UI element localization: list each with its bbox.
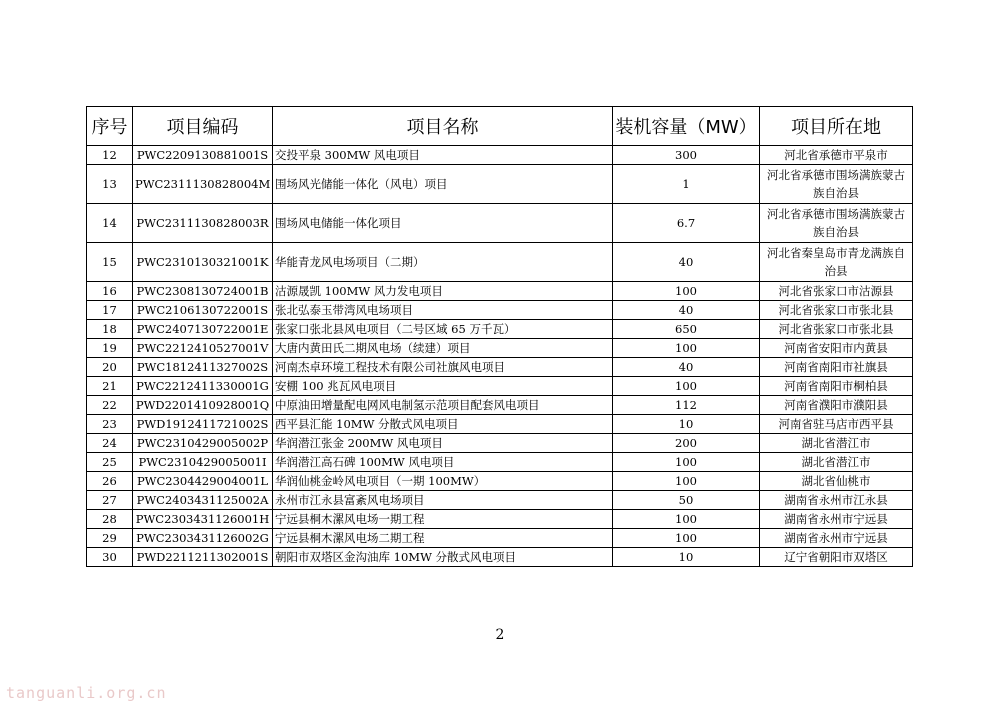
table-row xyxy=(87,548,913,567)
cell-no: 20 xyxy=(87,358,133,377)
cell-name: 安棚 100 兆瓦风电项目 xyxy=(273,377,613,396)
cell-name: 华润潜江张金 200MW 风电项目 xyxy=(273,434,613,453)
cell-code: PWC2303431126001H xyxy=(133,510,273,529)
table-row xyxy=(87,339,913,358)
cell-location: 湖北省仙桃市 xyxy=(760,472,913,491)
cell-code: PWC2209130881001S xyxy=(133,146,273,165)
cell-name: 围场风电储能一体化项目 xyxy=(273,204,613,243)
table-row xyxy=(87,491,913,510)
cell-code: PWC2407130722001E xyxy=(133,320,273,339)
cell-name: 永州市江永县富紊风电场项目 xyxy=(273,491,613,510)
cell-location: 湖北省潜江市 xyxy=(760,434,913,453)
cell-location: 河南省南阳市社旗县 xyxy=(760,358,913,377)
cell-capacity: 6.7 xyxy=(613,204,760,243)
cell-no: 24 xyxy=(87,434,133,453)
cell-capacity: 200 xyxy=(613,434,760,453)
header-code: 项目编码 xyxy=(133,107,273,146)
cell-location: 河南省驻马店市西平县 xyxy=(760,415,913,434)
cell-name: 张北弘泰玉带湾风电场项目 xyxy=(273,301,613,320)
cell-name: 华润仙桃金岭风电项目（一期 100MW） xyxy=(273,472,613,491)
cell-code: PWC2212411330001G xyxy=(133,377,273,396)
cell-location: 湖南省永州市宁远县 xyxy=(760,529,913,548)
cell-capacity: 100 xyxy=(613,472,760,491)
cell-code: PWD2201410928001Q xyxy=(133,396,273,415)
cell-no: 13 xyxy=(87,165,133,204)
cell-code: PWC2311130828003R xyxy=(133,204,273,243)
table-row xyxy=(87,434,913,453)
cell-location: 湖北省潜江市 xyxy=(760,453,913,472)
project-table xyxy=(86,106,913,567)
cell-no: 29 xyxy=(87,529,133,548)
cell-code: PWC2311130828004M xyxy=(133,165,273,204)
cell-location: 河北省张家口市沽源县 xyxy=(760,282,913,301)
cell-code: PWC2403431125002A xyxy=(133,491,273,510)
table-row xyxy=(87,320,913,339)
cell-name: 围场风光储能一体化（风电）项目 xyxy=(273,165,613,204)
cell-code: PWC2310130321001K xyxy=(133,243,273,282)
cell-name: 宁远县桐木漯风电场二期工程 xyxy=(273,529,613,548)
cell-capacity: 100 xyxy=(613,339,760,358)
cell-code: PWC2212410527001V xyxy=(133,339,273,358)
table-row xyxy=(87,146,913,165)
cell-capacity: 100 xyxy=(613,453,760,472)
cell-code: PWC2304429004001L xyxy=(133,472,273,491)
cell-location: 河北省承德市围场满族蒙古族自治县 xyxy=(760,204,913,243)
cell-name: 华能青龙风电场项目（二期） xyxy=(273,243,613,282)
header-location: 项目所在地 xyxy=(760,107,913,146)
cell-name: 河南杰卓环境工程技术有限公司社旗风电项目 xyxy=(273,358,613,377)
cell-name: 华润潜江高石碑 100MW 风电项目 xyxy=(273,453,613,472)
cell-code: PWC2303431126002G xyxy=(133,529,273,548)
table-body xyxy=(87,146,913,567)
cell-no: 28 xyxy=(87,510,133,529)
cell-location: 河南省南阳市桐柏县 xyxy=(760,377,913,396)
cell-no: 15 xyxy=(87,243,133,282)
table-row xyxy=(87,396,913,415)
cell-capacity: 40 xyxy=(613,358,760,377)
cell-capacity: 40 xyxy=(613,243,760,282)
cell-code: PWC2106130722001S xyxy=(133,301,273,320)
cell-no: 12 xyxy=(87,146,133,165)
cell-capacity: 100 xyxy=(613,529,760,548)
cell-code: PWC2310429005002P xyxy=(133,434,273,453)
header-row xyxy=(87,107,913,146)
cell-location: 湖南省永州市宁远县 xyxy=(760,510,913,529)
table-row xyxy=(87,377,913,396)
cell-name: 大唐内黄田氏二期风电场（续建）项目 xyxy=(273,339,613,358)
cell-capacity: 300 xyxy=(613,146,760,165)
cell-no: 26 xyxy=(87,472,133,491)
watermark: tanguanli.org.cn xyxy=(6,684,167,702)
cell-no: 16 xyxy=(87,282,133,301)
cell-capacity: 50 xyxy=(613,491,760,510)
cell-no: 30 xyxy=(87,548,133,567)
cell-location: 河北省秦皇岛市青龙满族自治县 xyxy=(760,243,913,282)
cell-code: PWD2211211302001S xyxy=(133,548,273,567)
cell-capacity: 1 xyxy=(613,165,760,204)
cell-name: 中原油田增量配电网风电制氢示范项目配套风电项目 xyxy=(273,396,613,415)
cell-code: PWC1812411327002S xyxy=(133,358,273,377)
header-name: 项目名称 xyxy=(273,107,613,146)
cell-location: 河北省张家口市张北县 xyxy=(760,320,913,339)
header-capacity: 装机容量（MW） xyxy=(613,107,760,146)
cell-name: 交投平泉 300MW 风电项目 xyxy=(273,146,613,165)
cell-code: PWD1912411721002S xyxy=(133,415,273,434)
cell-name: 西平县汇能 10MW 分散式风电项目 xyxy=(273,415,613,434)
cell-capacity: 10 xyxy=(613,548,760,567)
table-row xyxy=(87,472,913,491)
table-row xyxy=(87,165,913,204)
cell-name: 宁远县桐木漯风电场一期工程 xyxy=(273,510,613,529)
cell-capacity: 40 xyxy=(613,301,760,320)
cell-location: 河南省安阳市内黄县 xyxy=(760,339,913,358)
cell-capacity: 100 xyxy=(613,377,760,396)
cell-no: 25 xyxy=(87,453,133,472)
header-no: 序号 xyxy=(87,107,133,146)
cell-capacity: 112 xyxy=(613,396,760,415)
table-row xyxy=(87,510,913,529)
page-number: 2 xyxy=(495,627,505,643)
table-row xyxy=(87,415,913,434)
table-row xyxy=(87,453,913,472)
cell-location: 河北省承德市平泉市 xyxy=(760,146,913,165)
table-row xyxy=(87,301,913,320)
cell-no: 27 xyxy=(87,491,133,510)
table-row xyxy=(87,282,913,301)
cell-no: 19 xyxy=(87,339,133,358)
cell-no: 17 xyxy=(87,301,133,320)
cell-location: 河北省张家口市张北县 xyxy=(760,301,913,320)
cell-location: 湖南省永州市江永县 xyxy=(760,491,913,510)
table-row xyxy=(87,529,913,548)
cell-capacity: 650 xyxy=(613,320,760,339)
cell-location: 河南省濮阳市濮阳县 xyxy=(760,396,913,415)
cell-capacity: 10 xyxy=(613,415,760,434)
cell-capacity: 100 xyxy=(613,282,760,301)
cell-no: 22 xyxy=(87,396,133,415)
table-row xyxy=(87,358,913,377)
cell-location: 河北省承德市围场满族蒙古族自治县 xyxy=(760,165,913,204)
cell-no: 18 xyxy=(87,320,133,339)
cell-name: 沽源晟凯 100MW 风力发电项目 xyxy=(273,282,613,301)
table-row xyxy=(87,243,913,282)
cell-code: PWC2308130724001B xyxy=(133,282,273,301)
cell-no: 21 xyxy=(87,377,133,396)
cell-no: 23 xyxy=(87,415,133,434)
cell-name: 张家口张北县风电项目（二号区域 65 万千瓦） xyxy=(273,320,613,339)
cell-code: PWC2310429005001I xyxy=(133,453,273,472)
cell-name: 朝阳市双塔区金沟油库 10MW 分散式风电项目 xyxy=(273,548,613,567)
cell-capacity: 100 xyxy=(613,510,760,529)
table-row xyxy=(87,204,913,243)
cell-no: 14 xyxy=(87,204,133,243)
cell-location: 辽宁省朝阳市双塔区 xyxy=(760,548,913,567)
